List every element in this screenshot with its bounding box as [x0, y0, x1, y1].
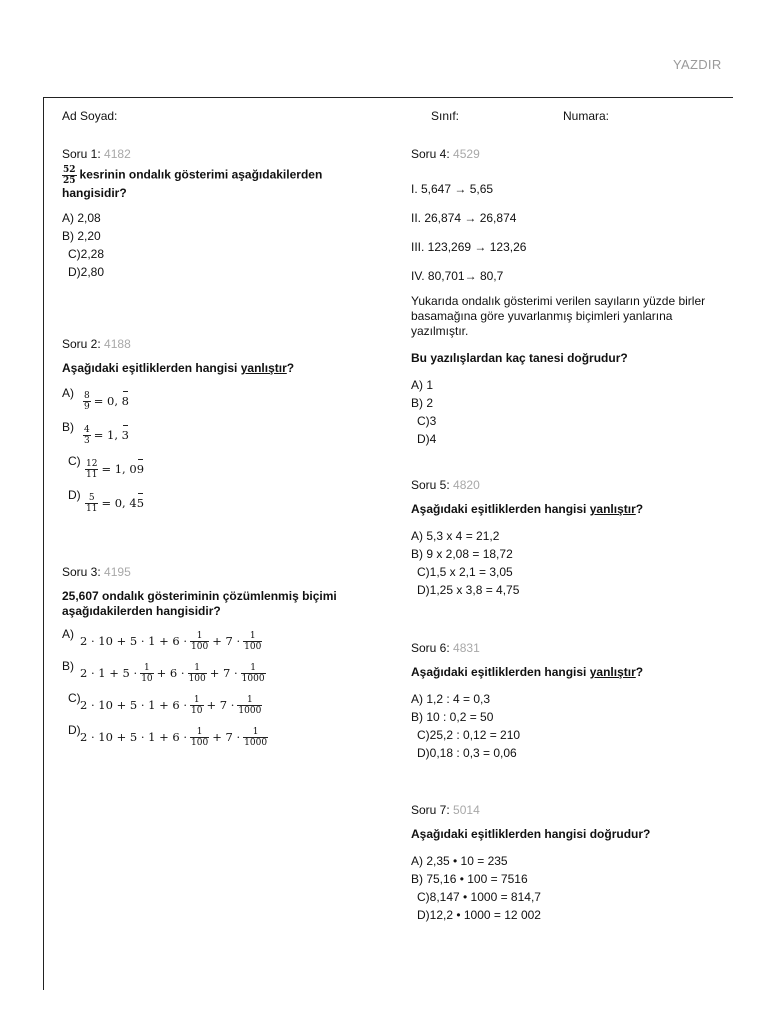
question-6 — [411, 641, 731, 762]
question-number: Soru 1: — [62, 147, 101, 161]
question-number: Soru 3: — [62, 565, 101, 579]
option-c[interactable]: C)25,2 : 0,12 = 210 — [417, 728, 521, 742]
statement-1: I. 5,647 → 5,65 — [411, 182, 494, 196]
print-button[interactable]: YAZDIR — [673, 57, 722, 72]
option-a[interactable]: A) 2,08 — [62, 211, 101, 225]
option-b[interactable]: B) 10 : 0,2 = 50 — [411, 710, 494, 724]
option-c[interactable]: C)3 — [417, 414, 437, 428]
question-id: 4182 — [104, 147, 131, 161]
question-stem: Aşağıdaki eşitliklerden hangisi yanlıştır? — [411, 502, 644, 516]
option-c[interactable]: C) 2 · 10 + 5 · 1 + 6 · $\frac{1}{10}$ + 7 · $\frac{1}{1000}$ — [68, 691, 262, 716]
option-a[interactable]: A) 1,2 : 4 = 0,3 — [411, 692, 491, 706]
question-stem: Aşağıdaki eşitliklerden hangisi yanlıştır? — [411, 665, 644, 679]
question-1 — [62, 147, 382, 281]
option-a[interactable]: A) $\frac{8}{9}$ = 0, 8 — [62, 386, 129, 412]
option-c[interactable]: C) $\frac{12}{11}$ = 1, 09 — [68, 454, 145, 480]
option-a[interactable]: A) 1 — [411, 378, 434, 392]
option-a[interactable]: A) 5,3 x 4 = 21,2 — [411, 529, 500, 543]
question-id: 4529 — [453, 147, 480, 161]
option-b[interactable]: B) 2 — [411, 396, 434, 410]
question-7 — [411, 803, 731, 924]
question-number: Soru 6: — [411, 641, 450, 655]
number-label: Numara: — [563, 109, 610, 123]
question-description: Yukarıda ondalık gösterimi verilen sayıların yüzde birler basamağına göre yuvarlanmış biçimleri yanlarına yazılmıştır. — [411, 294, 706, 338]
option-b[interactable]: B) 2 · 1 + 5 · $\frac{1}{10}$ + 6 · $\frac{1}{100}$ + 7 · $\frac{1}{1000}$ — [62, 659, 265, 684]
statement-3: III. 123,269 → 123,26 — [411, 240, 527, 254]
fraction: $\frac{52}{25}$ — [63, 165, 76, 186]
option-d[interactable]: D) 2 · 10 + 5 · 1 + 6 · $\frac{1}{100}$ + 7 · $\frac{1}{1000}$ — [68, 723, 268, 748]
statement-4: IV. 80,701→ 80,7 — [411, 269, 504, 283]
sheet-border-left — [43, 97, 44, 990]
option-c[interactable]: C)1,5 x 2,1 = 3,05 — [417, 565, 513, 579]
option-d[interactable]: D)2,80 — [68, 265, 105, 279]
question-number: Soru 5: — [411, 478, 450, 492]
option-b[interactable]: B) 75,16 • 100 = 7516 — [411, 872, 528, 886]
question-2 — [62, 337, 382, 520]
question-stem: Bu yazılışlardan kaç tanesi doğrudur? — [411, 351, 628, 365]
question-id: 5014 — [453, 803, 480, 817]
question-stem: 25,607 ondalık gösteriminin çözümlenmiş biçimi aşağıdakilerden hangisidir? — [62, 589, 337, 618]
question-id: 4195 — [104, 565, 131, 579]
question-4 — [411, 147, 711, 448]
question-number: Soru 4: — [411, 147, 450, 161]
option-d[interactable]: D)12,2 • 1000 = 12 002 — [417, 908, 541, 922]
sheet-border-top — [43, 97, 733, 98]
question-number: Soru 7: — [411, 803, 450, 817]
question-3 — [62, 565, 382, 753]
class-label: Sınıf: — [431, 109, 460, 123]
statement-2: II. 26,874 → 26,874 — [411, 211, 517, 225]
option-c[interactable]: C)2,28 — [68, 247, 105, 261]
question-stem: Aşağıdaki eşitliklerden hangisi yanlıştır? — [62, 361, 295, 375]
question-number: Soru 2: — [62, 337, 101, 351]
option-b[interactable]: B) $\frac{4}{3}$ = 1, 3 — [62, 420, 129, 446]
option-a[interactable]: A) 2,35 • 10 = 235 — [411, 854, 508, 868]
question-id: 4820 — [453, 478, 480, 492]
question-5 — [411, 478, 731, 599]
option-d[interactable]: D) $\frac{5}{11}$ = 0, 45 — [68, 488, 145, 514]
name-label: Ad Soyad: — [62, 109, 118, 123]
option-d[interactable]: D)0,18 : 0,3 = 0,06 — [417, 746, 517, 760]
option-b[interactable]: B) 9 x 2,08 = 18,72 — [411, 547, 513, 561]
question-id: 4831 — [453, 641, 480, 655]
option-a[interactable]: A) 2 · 10 + 5 · 1 + 6 · $\frac{1}{100}$ + 7 · $\frac{1}{100}$ — [62, 627, 262, 652]
question-stem: $\frac{52}{25}$ kesrinin ondalık gösterimi aşağıdakilerden hangisidir? — [62, 165, 323, 200]
option-d[interactable]: D)4 — [417, 432, 437, 446]
question-id: 4188 — [104, 337, 131, 351]
option-c[interactable]: C)8,147 • 1000 = 814,7 — [417, 890, 541, 904]
option-d[interactable]: D)1,25 x 3,8 = 4,75 — [417, 583, 520, 597]
option-b[interactable]: B) 2,20 — [62, 229, 101, 243]
question-stem: Aşağıdaki eşitliklerden hangisi doğrudur? — [411, 827, 651, 841]
